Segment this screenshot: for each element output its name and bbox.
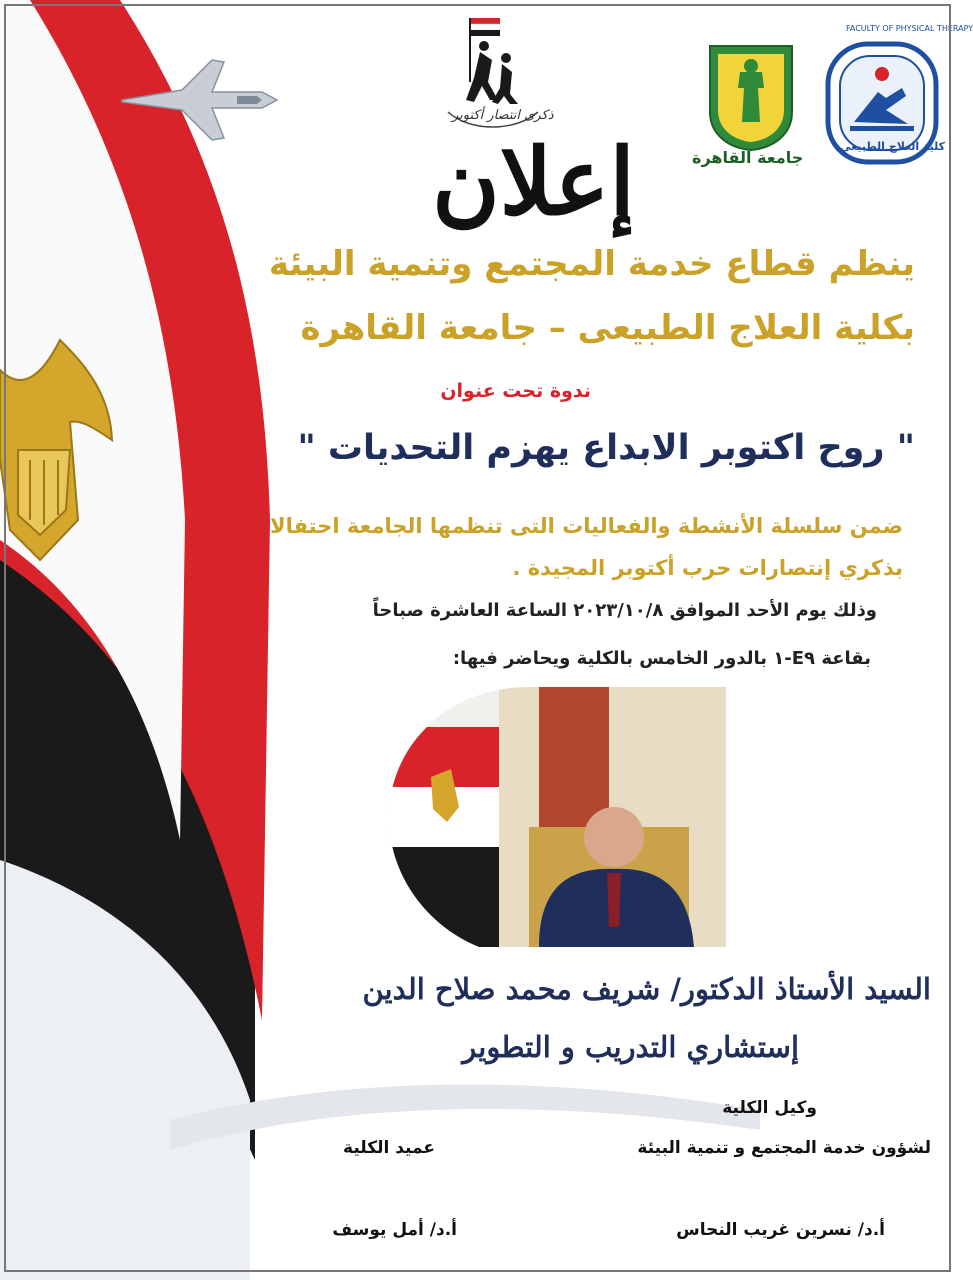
dean-name: أ.د/ أمل يوسف xyxy=(332,1220,457,1240)
announcement-heading: إعلان xyxy=(432,128,635,236)
event-description-line-1: ضمن سلسلة الأنشطة والفعاليات التى تنظمها الجامعة احتفالا xyxy=(270,514,903,538)
dean-title: عميد الكلية xyxy=(343,1138,435,1158)
vice-dean-name: أ.د/ نسرين غريب النحاس xyxy=(676,1220,885,1240)
event-subtitle: ندوة تحت عنوان xyxy=(440,380,591,402)
event-description-line-2: بذكري إنتصارات حرب أكتوبر المجيدة . xyxy=(512,556,903,580)
organizer-line-1: ينظم قطاع خدمة المجتمع وتنمية البيئة xyxy=(268,244,915,284)
vice-dean-title: وكيل الكلية xyxy=(722,1098,817,1118)
cairo-university-caption: جامعة القاهرة xyxy=(692,148,804,167)
speaker-name: السيد الأستاذ الدكتور/ شريف محمد صلاح الدين xyxy=(362,972,931,1006)
faculty-logo-ring-text: FACULTY OF PHYSICAL THERAPY xyxy=(846,24,973,33)
cairo-university-logo xyxy=(704,42,798,152)
event-title: " روح اكتوبر الابداع يهزم التحديات " xyxy=(297,428,915,468)
october-emblem-caption: ذكرى انتصار أكتوبر xyxy=(452,108,554,123)
fighter-jet-icon xyxy=(112,40,282,150)
speaker-photo xyxy=(389,687,726,947)
vice-dean-sector: لشؤون خدمة المجتمع و تنمية البيئة xyxy=(637,1138,931,1158)
organizer-line-2: بكلية العلاج الطبيعى – جامعة القاهرة xyxy=(300,308,915,348)
eagle-of-saladin-icon xyxy=(0,330,118,576)
speaker-role: إستشاري التدريب و التطوير xyxy=(462,1030,799,1064)
faculty-logo-caption: كلية العلاج الطبيعى xyxy=(840,140,946,153)
event-venue: بقاعة E٩-١ بالدور الخامس بالكلية ويحاضر فيها: xyxy=(452,648,871,669)
event-date: وذلك يوم الأحد الموافق ٢٠٢٣/١٠/٨ الساعة العاشرة صباحاً xyxy=(372,600,877,621)
